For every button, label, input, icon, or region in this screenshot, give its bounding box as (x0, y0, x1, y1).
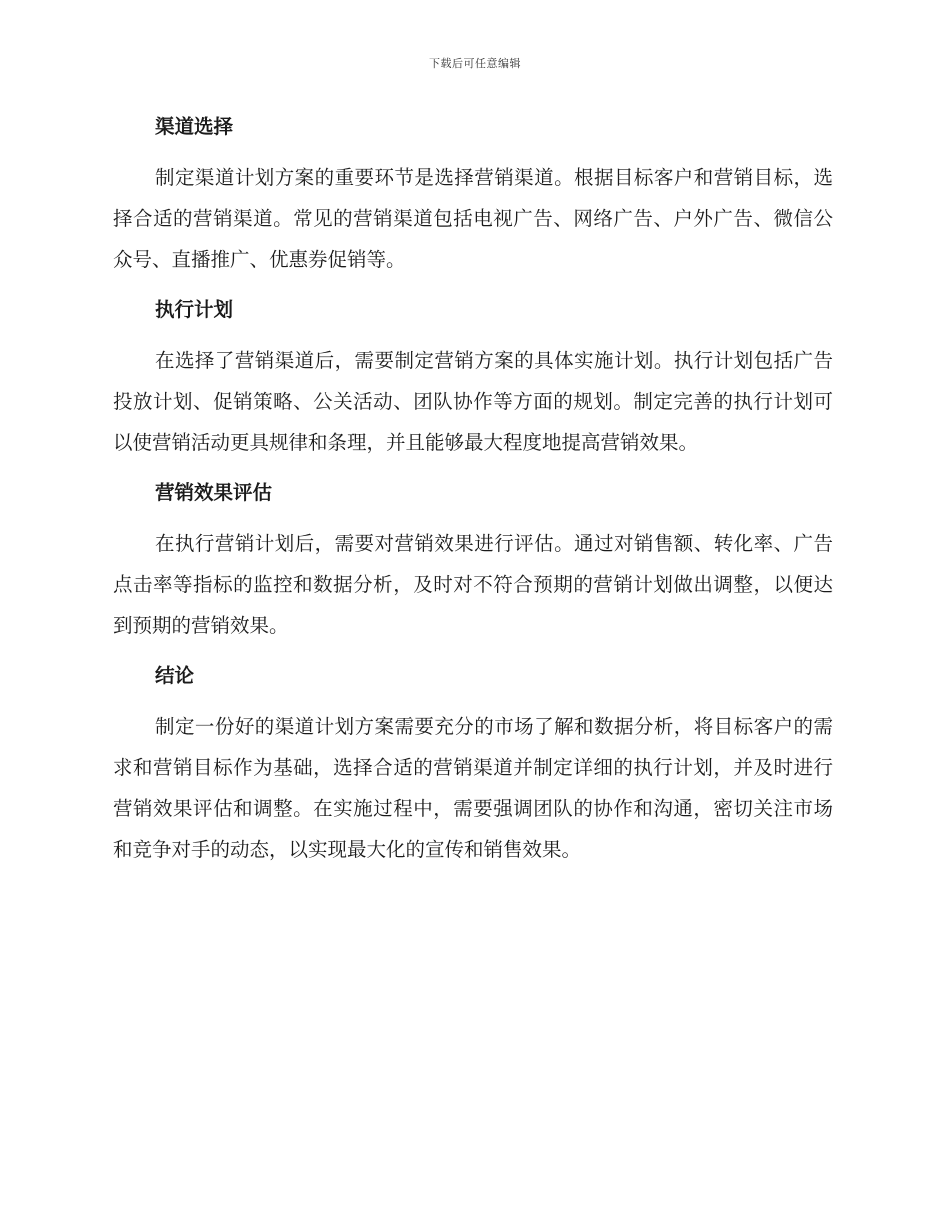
section-paragraph: 在执行营销计划后，需要对营销效果进行评估。通过对销售额、转化率、广告点击率等指标的监控和数据分析，及时对不符合预期的营销计划做出调整，以便达到预期的营销效果。 (113, 532, 833, 637)
section-effect-evaluation (113, 473, 833, 646)
section-conclusion (113, 656, 833, 870)
document-body (113, 107, 833, 880)
section-title: 结论 (155, 664, 195, 687)
section-paragraph: 制定一份好的渠道计划方案需要充分的市场了解和数据分析，将目标客户的需求和营销目标作为基础，选择合适的营销渠道并制定详细的执行计划，并及时进行营销效果评估和调整。在实施过程中，需要强调团队的协作和沟通，密切关注市场和竞争对手的动态，以实现最大化的宣传和销售效果。 (113, 715, 833, 861)
header-note: 下载后可任意编辑 (429, 57, 521, 70)
section-execution-plan (113, 290, 833, 463)
section-channel-selection (113, 107, 833, 280)
section-title: 执行计划 (155, 298, 234, 321)
section-paragraph: 制定渠道计划方案的重要环节是选择营销渠道。根据目标客户和营销目标，选择合适的营销渠道。常见的营销渠道包括电视广告、网络广告、户外广告、微信公众号、直播推广、优惠券促销等。 (113, 166, 833, 271)
section-paragraph: 在选择了营销渠道后，需要制定营销方案的具体实施计划。执行计划包括广告投放计划、促销策略、公关活动、团队协作等方面的规划。制定完善的执行计划可以使营销活动更具规律和条理，并且能够最大程度地提高营销效果。 (113, 349, 833, 454)
section-title: 渠道选择 (155, 115, 234, 138)
section-title: 营销效果评估 (155, 481, 273, 504)
